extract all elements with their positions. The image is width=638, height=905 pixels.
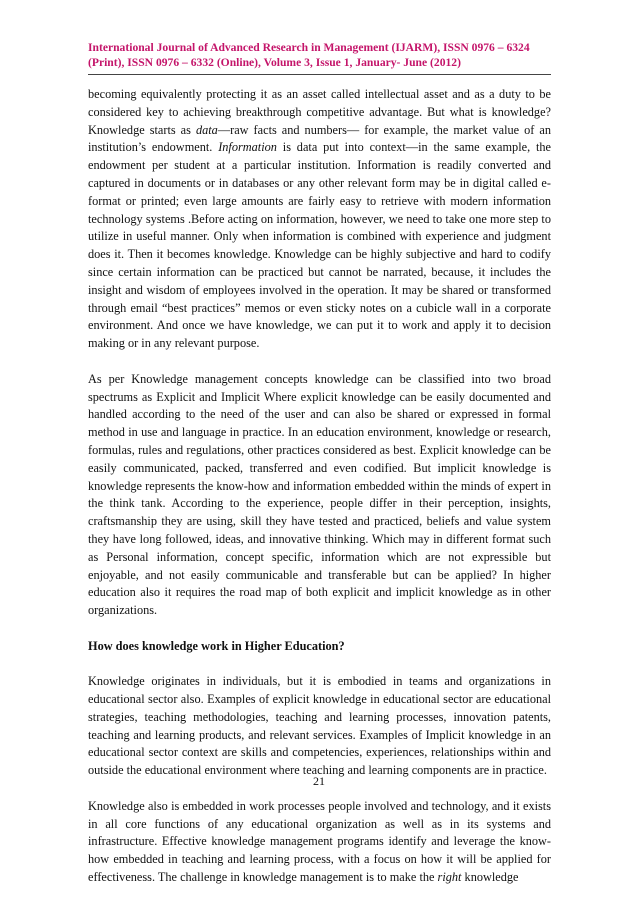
header-divider — [88, 74, 551, 75]
italic-term-information: Information — [218, 140, 277, 155]
page-number: 21 — [313, 774, 325, 788]
section-heading: How does knowledge work in Higher Education? — [88, 638, 345, 653]
paragraph-explicit-implicit: As per Knowledge management concepts knowledge can be classified into two broad spectrums as Explicit and Implicit Where explicit knowledge can be easily documented and handled according to the need of the user and can also be shared or expressed in formal method in use and language in practice. In an education environment, knowledge or research, formulas, rules and regulations, other practices considered as best. Explicit knowledge can be easily communicated, packed, transferred and even codified. But implicit knowledge is knowledge represents the know-how and information embedded within the minds of expert in the think tank. According to the experience, people differ in their perception, insights, craftsmanship they are using, skill they have tested and practiced, beliefs and value system they have long followed, ideas, and innovative thinking. Which may in different format such as Personal information, concept specific, information which are not expressible but enjoyable, and not easily communicable and transferable but can be applied? In higher education also it requires the road map of both explicit and implicit knowledge as in other organizations. — [88, 371, 551, 618]
italic-term-data: data — [195, 122, 218, 137]
paragraph-text: is data put into context—in the same example, the endowment per student at a particular institution. Information is readily converted and captured in documents or in databases or any other relevant form may be in digital called e-format or printed; even large amounts are fairly easy to retrieve with modern information technology systems .Before acting on information, however, we need to take one more step to utilize in useful manner. Only when information is combined with experience and judgment does it. Then it becomes knowledge. Knowledge can be highly subjective and hard to codify since certain information can be practiced but cannot be narrated, because, it includes the insight and wisdom of employees involved in the operation. It may be shared or transformed through email “best practices” memos or even sticky notes on a cubicle wall in a corporate environment. And once we have knowledge, we can put it to work and apply it to decision making or in any relevant purpose. — [88, 140, 551, 351]
italic-term-right: right — [437, 870, 462, 885]
paragraph-knowledge-origin: Knowledge originates in individuals, but it is embodied in teams and organizations in educational sector also. Examples of explicit knowledge in educational sector are educational strategies, teaching methodologies, teaching and learning processes, innovation patents, teaching and learning products, and relevant services. Examples of Implicit knowledge in an educational sector context are skills and competencies, experiences, relationships within and outside the educational environment where teaching and learning components are in practice. — [88, 674, 551, 778]
paragraph-text: becoming equivalently protecting it as an asset called intellectual asset and as a duty to be considered key to achieving breakthrough competitive advantage. But what is knowledge? Knowledge starts as — [88, 87, 551, 137]
journal-header-line-1: International Journal of Advanced Research in Management (IJARM), ISSN 0976 – 6324 — [88, 41, 530, 54]
journal-header-line-2: (Print), ISSN 0976 – 6332 (Online), Volume 3, Issue 1, January- June (2012) — [88, 56, 461, 69]
paragraph-knowledge-embedded — [88, 798, 551, 887]
journal-header — [88, 40, 552, 70]
paragraph-text: knowledge — [461, 870, 519, 885]
paragraph-text: Knowledge also is embedded in work processes people involved and technology, and it exists in all core functions of any educational organization as well as in its systems and infrastructure. Effective knowledge management programs identify and leverage the know-how embedded in teaching and learning process, with a focus on how it will be applied for effectiveness. The challenge in knowledge management is to make the — [88, 798, 551, 885]
paragraph-knowledge-definition — [88, 86, 551, 353]
paragraph-text: —raw facts and numbers— for example, the market value of an institution’s endowment. — [88, 122, 551, 155]
